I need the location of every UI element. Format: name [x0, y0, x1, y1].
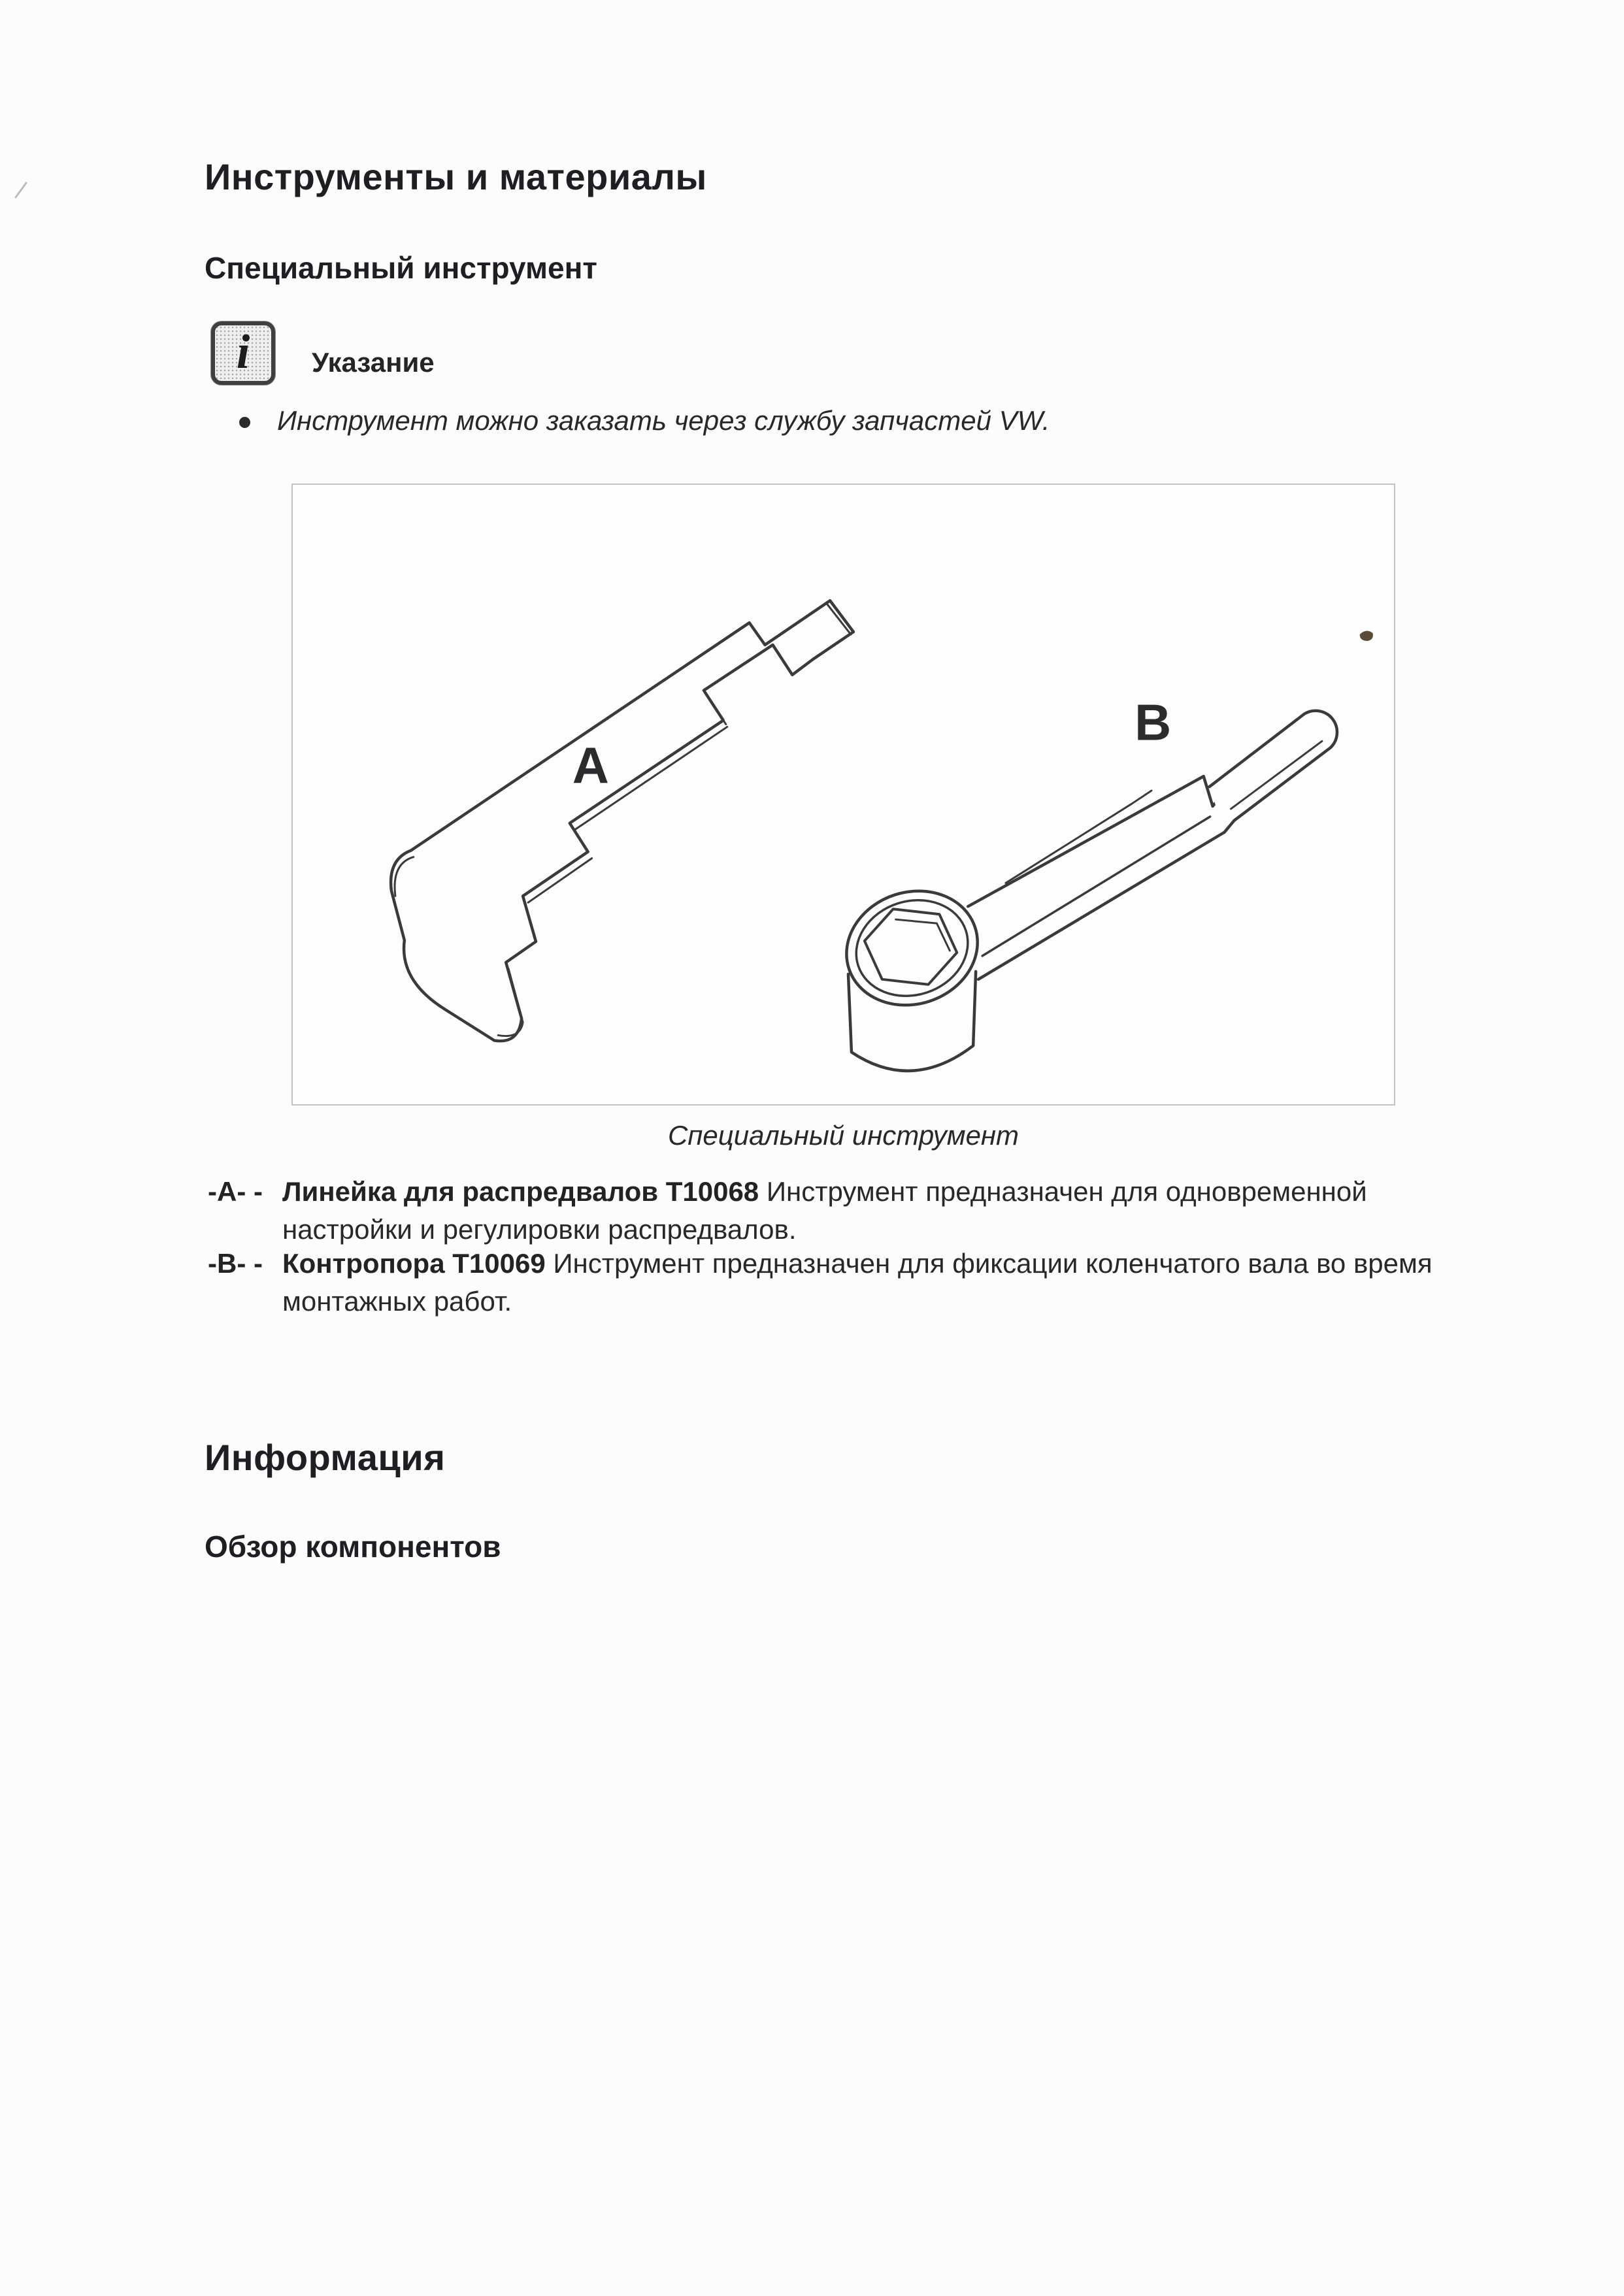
item-b-line1	[282, 1248, 1433, 1279]
bullet-dot	[239, 417, 250, 428]
tool-b-drawing	[831, 711, 1336, 1071]
section-heading-components-overview: Обзор компонентов	[205, 1530, 501, 1564]
item-a-line2: настройки и регулировки распредвалов.	[282, 1214, 797, 1245]
item-a-line1	[282, 1176, 1367, 1207]
tool-b-label: B	[1135, 695, 1172, 751]
item-b-line2: монтажных работ.	[282, 1286, 512, 1317]
item-b-desc: Инструмент предназначен для фиксации коленчатого вала во время	[545, 1248, 1433, 1279]
pencil-mark	[14, 180, 29, 199]
tools-line-drawing	[293, 485, 1394, 1104]
section-heading-information: Информация	[205, 1437, 446, 1478]
note-bullet-text: Инструмент можно заказать через службу запчастей VW.	[277, 405, 1050, 436]
item-a-marker: -A- -	[208, 1176, 263, 1207]
item-a-name: Линейка для распредвалов T10068	[282, 1176, 759, 1207]
item-b-name: Контропора T10069	[282, 1248, 546, 1279]
special-tools-figure	[291, 484, 1395, 1106]
info-icon-glyph: i	[236, 325, 250, 379]
section-heading-special-tool: Специальный инструмент	[205, 251, 597, 285]
item-b-marker: -B- -	[208, 1248, 263, 1279]
tool-a-drawing	[391, 600, 853, 1041]
scan-speck	[1360, 631, 1373, 641]
page-title: Инструменты и материалы	[205, 156, 707, 197]
note-label: Указание	[312, 347, 435, 378]
item-a-desc: Инструмент предназначен для одновременной	[759, 1176, 1367, 1207]
info-icon	[211, 321, 275, 385]
tool-a-label: A	[572, 738, 609, 795]
figure-caption: Специальный инструмент	[667, 1120, 1019, 1151]
